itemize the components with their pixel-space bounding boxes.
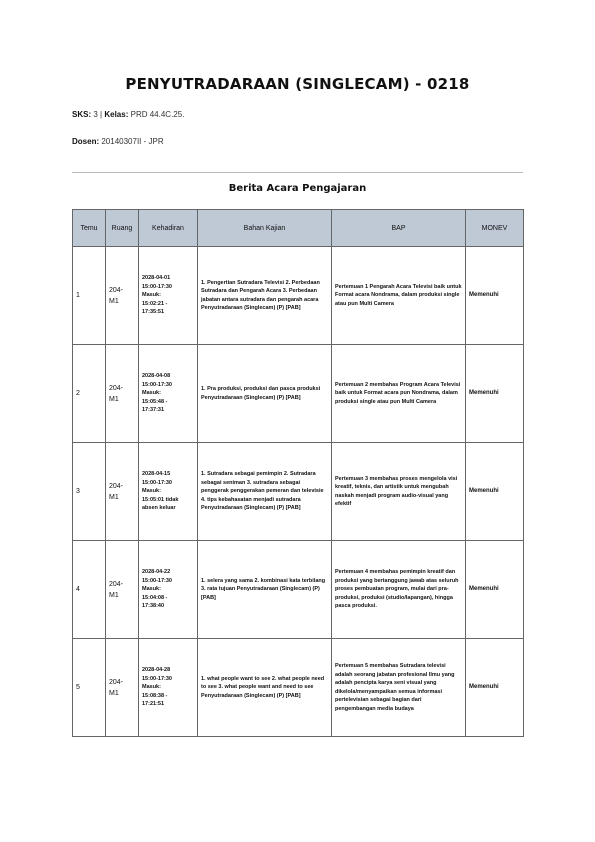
cell-bahan-kajian: 1. Pra produksi, produksi dan pasca produksi Penyutradaraan (Singlecam) (P) [PAB]	[198, 345, 332, 443]
kelas-value: PRD 44.4C.25.	[130, 110, 185, 119]
sks-value: 3	[93, 110, 98, 119]
cell-temu: 3	[73, 443, 106, 541]
cell-bahan-kajian: 1. what people want to see 2. what people need to see 3. what people want and need to see Penyutradaraan (Singlecam) (P) [PAB]	[198, 639, 332, 737]
table-row	[73, 247, 524, 345]
cell-kehadiran: 2028-04-22 15:00-17:30 Masuk: 15:04:08 - 17:38:40	[139, 541, 198, 639]
cell-temu: 1	[73, 247, 106, 345]
dosen-label: Dosen:	[72, 137, 100, 146]
cell-ruang: 204- M1	[106, 345, 139, 443]
cell-kehadiran: 2028-04-08 15:00-17:30 Masuk: 15:05:48 - 17:37:31	[139, 345, 198, 443]
header-ruang: Ruang	[106, 210, 139, 247]
header-kehadiran: Kehadiran	[139, 210, 198, 247]
cell-bap: Pertemuan 5 membahas Sutradara televisi adalah seorang jabatan profesional Ilmu yang adalah pencipta karya seni visual yang dikelola/menyampaikan semua informasi pertelevisian sebagai bagian dari pengembangan media budaya	[332, 639, 466, 737]
section-title: Berita Acara Pengajaran	[228, 183, 367, 194]
cell-kehadiran: 2028-04-01 15:00-17:30 Masuk: 15:02:21 - 17:35:51	[139, 247, 198, 345]
cell-bahan-kajian: 1. Sutradara sebagai pemimpin 2. Sutradara sebagai seniman 3. sutradara sebagai penggerak penggerakan pemeran dan televisie 4. tips kebahasatan menjadi sutradara Penyutradaraan (Singlecam) (P) [PAB]	[198, 443, 332, 541]
table-header-row	[73, 210, 524, 247]
cell-ruang: 204- M1	[106, 443, 139, 541]
cell-monev: Memenuhi	[466, 247, 524, 345]
cell-monev: Memenuhi	[466, 541, 524, 639]
cell-monev: Memenuhi	[466, 345, 524, 443]
table-row	[73, 639, 524, 737]
cell-monev: Memenuhi	[466, 639, 524, 737]
kelas-label: Kelas:	[104, 110, 129, 119]
lecturer-meta	[72, 137, 164, 146]
cell-bap: Pertemuan 4 membahas pemimpin kreatif dan produksi yang bertanggung jawab atas seluruh proses pembuatan program, mulai dari pra-produksi, produksi (studio/lapangan), hingga pasca produksi.	[332, 541, 466, 639]
cell-temu: 5	[73, 639, 106, 737]
meta-separator: |	[100, 110, 103, 119]
cell-bap: Pertemuan 2 membahas Program Acara Televisi baik untuk Format acara pun Nondrama, dalam produksi single atau pun Multi Camera	[332, 345, 466, 443]
sks-label: SKS:	[72, 110, 92, 119]
cell-temu: 4	[73, 541, 106, 639]
cell-bahan-kajian: 1. Pengertian Sutradara Televisi 2. Perbedaan Sutradara dan Pengarah Acara 3. Perbedaan jabatan antara sutradara dan pengarah acara Penyutradaraan (Singlecam) (P) [PAB]	[198, 247, 332, 345]
table-row	[73, 443, 524, 541]
table-row	[73, 345, 524, 443]
header-monev: MONEV	[466, 210, 524, 247]
cell-bahan-kajian: 1. selera yang sama 2. kombinasi kata terbilang 3. rata tujuan Penyutradaraan (Singlecam) (P) [PAB]	[198, 541, 332, 639]
cell-ruang: 204- M1	[106, 541, 139, 639]
course-meta	[72, 110, 184, 119]
table-row	[73, 541, 524, 639]
cell-monev: Memenuhi	[466, 443, 524, 541]
page-title: PENYUTRADARAAN (SINGLECAM) - 0218	[125, 75, 470, 93]
header-bahan-kajian: Bahan Kajian	[198, 210, 332, 247]
cell-kehadiran: 2028-04-28 15:00-17:30 Masuk: 15:08:38 - 17:21:51	[139, 639, 198, 737]
cell-ruang: 204- M1	[106, 639, 139, 737]
dosen-value: 20140307II - JPR	[101, 137, 164, 146]
cell-temu: 2	[73, 345, 106, 443]
cell-kehadiran: 2028-04-15 15:00-17:30 Masuk: 15:05:01 tidak absen keluar	[139, 443, 198, 541]
bap-table	[72, 209, 524, 737]
header-bap: BAP	[332, 210, 466, 247]
divider	[72, 172, 523, 173]
cell-bap: Pertemuan 1 Pengarah Acara Televisi baik untuk Format acara Nondrama, dalam produksi single atau pun Multi Camera	[332, 247, 466, 345]
cell-bap: Pertemuan 3 membahas proses mengelola visi kreatif, teknis, dan artistik untuk mengubah naskah menjadi program audio-visual yang efektif	[332, 443, 466, 541]
header-temu: Temu	[73, 210, 106, 247]
cell-ruang: 204- M1	[106, 247, 139, 345]
